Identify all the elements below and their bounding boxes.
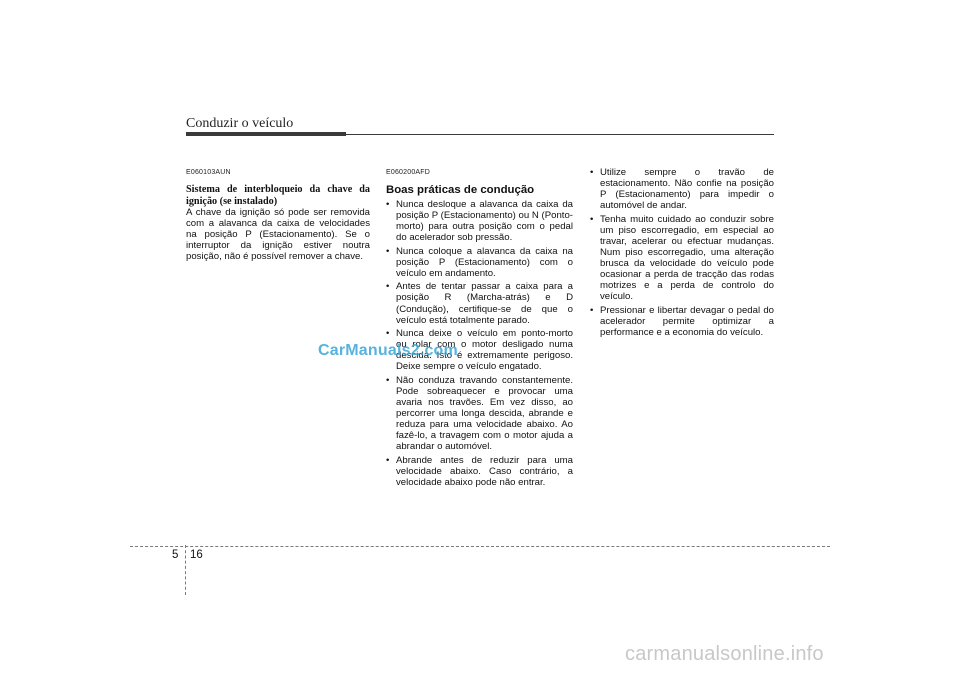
list-item (590, 214, 774, 303)
list-item (386, 455, 573, 488)
column-2 (386, 167, 573, 490)
list-item (386, 199, 573, 243)
page-number: 16 (190, 549, 203, 561)
section-code: E060103AUN (186, 169, 231, 176)
bullet-icon: • (590, 304, 594, 316)
footer-dashed-rule (130, 546, 830, 547)
list-item-text: Pressionar e libertar devagar o pedal do acelerador permite optimizar a performance e a economia do veículo. (600, 304, 774, 338)
header-rule-thin (346, 134, 774, 135)
bullet-icon: • (386, 454, 390, 466)
list-item-text: Nunca desloque a alavanca da caixa da posição P (Estacionamento) ou N (Ponto-morto) para outra posição com o pedal do acelerador sob pressão. (396, 199, 573, 244)
list-item-text: Nunca deixe o veículo em ponto-morto ou rolar com o motor desligado numa descida. Isto é extremamente perigoso. Deixe sempre o veículo engatado. (396, 328, 573, 373)
list-item-text: Nunca coloque a alavanca da caixa na posição P (Estacionamento) com o veículo em andamento. (396, 245, 573, 279)
list-item-text: Tenha muito cuidado ao conduzir sobre um piso escorregadio, em especial ao travar, acelerar ou efectuar mudanças. Num piso escorregadio, uma alteração brusca da velocidade do veículo pode ocasionar a perda de tracção das rodas motrizes e a perda de controlo do veículo. (600, 213, 774, 303)
ignition-interlock-heading: Sistema de interbloqueio da chave da ignição (se instalado) (186, 184, 370, 207)
bullet-icon: • (386, 199, 390, 211)
list-item (386, 281, 573, 325)
list-item-text: Antes de tentar passar a caixa para a posição R (Marcha-atrás) e D (Condução), certifique-se de que o veículo está totalmente parado. (396, 281, 573, 326)
column-3 (590, 167, 774, 340)
bullet-icon: • (386, 374, 390, 386)
bullet-icon: • (386, 328, 390, 340)
ignition-interlock-text: A chave da ignição só pode ser removida com a alavanca da caixa de velocidades na posição P (Estacionamento). Se o interruptor da ignição estiver noutra posição, não é possível remover a chave. (186, 206, 370, 263)
list-item (590, 167, 774, 211)
bullet-icon: • (590, 167, 594, 178)
bullet-icon: • (386, 245, 390, 257)
header-rule-thick (186, 132, 346, 136)
section-code: E060200AFD (386, 169, 431, 176)
chapter-number: 5 (172, 549, 179, 561)
bullet-icon: • (386, 281, 390, 293)
good-practices-list-continued (590, 167, 774, 338)
carmanuals-watermark: CarManuals2.com (318, 342, 458, 359)
list-item-text: Utilize sempre o travão de estacionamento. Não confie na posição P (Estacionamento) para impedir o automóvel de andar. (600, 167, 774, 212)
site-watermark: carmanualsonline.info (625, 643, 824, 665)
list-item (386, 246, 573, 279)
list-item (590, 305, 774, 338)
list-item (386, 375, 573, 453)
section-title: Conduzir o veículo (186, 116, 294, 131)
good-practices-heading: Boas práticas de condução (386, 184, 535, 197)
bullet-icon: • (590, 213, 594, 225)
column-1 (186, 167, 370, 262)
list-item-text: Não conduza travando constantemente. Pode sobreaquecer e provocar uma avaria nos travões. Em vez disso, ao percorrer uma longa descida, abrande e reduza para uma velocidade abaixo. Ao fazê-lo, a travagem com o motor ajuda a abrandar o automóvel. (396, 374, 573, 453)
footer-vertical-rule (185, 545, 186, 595)
list-item-text: Abrande antes de reduzir para uma velocidade abaixo. Caso contrário, a velocidade abaixo pode não entrar. (396, 454, 573, 488)
